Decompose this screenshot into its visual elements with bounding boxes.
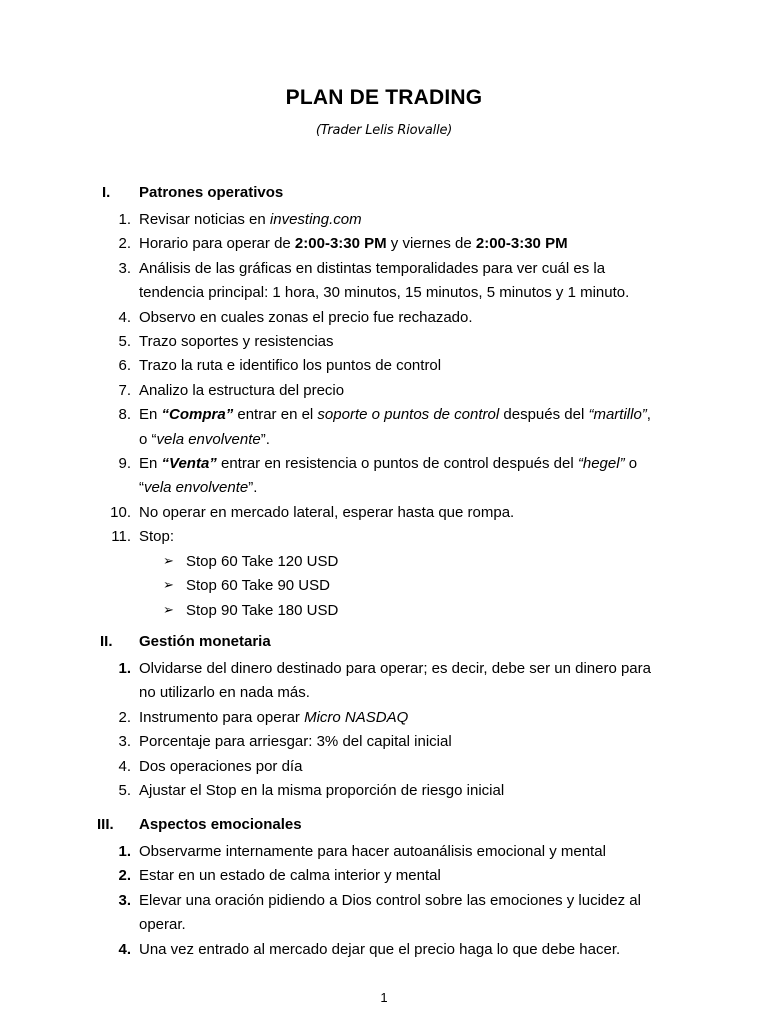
item-text: Trazo soportes y resistencias	[139, 333, 334, 351]
item-text: Elevar una oración pidiendo a Dios control sobre las emociones y lucidez al	[139, 891, 641, 909]
list-item	[0, 501, 768, 525]
list-item	[0, 730, 768, 754]
item-emphasis: “martillo”	[588, 406, 647, 424]
item-text: En	[139, 406, 162, 424]
item-text: Revisar noticias en	[139, 211, 270, 228]
list-item	[0, 864, 768, 888]
section-numeral: II.	[100, 633, 113, 650]
item-number: 4.	[118, 308, 131, 326]
item-text: Dos operaciones por día	[139, 757, 303, 775]
item-number: 5.	[118, 333, 131, 351]
list-item	[0, 755, 768, 779]
item-text: no utilizarlo en nada más.	[139, 684, 310, 702]
item-emphasis: 2:00-3:30 PM	[294, 235, 387, 253]
list-item	[0, 657, 768, 706]
item-text: Análisis de las gráficas en distintas temporalidades para ver cuál es la	[139, 259, 606, 277]
item-number: 2.	[118, 867, 131, 885]
stop-text: Stop 60 Take 90 USD	[186, 577, 330, 595]
section-numeral: III.	[97, 816, 114, 833]
item-text: después del	[499, 406, 589, 424]
item-text: o “	[139, 430, 157, 448]
item-number: 8.	[118, 406, 131, 424]
item-text: Trazo la ruta e identifico los puntos de control	[139, 357, 442, 375]
item-number: 3.	[118, 259, 131, 277]
list-item	[0, 779, 768, 803]
list-item	[0, 330, 768, 354]
item-number: 10.	[110, 503, 131, 521]
item-text: ”.	[248, 479, 258, 497]
item-number: 1.	[118, 660, 131, 677]
stop-item	[0, 574, 768, 598]
arrow-bullet-icon: ➢	[163, 578, 174, 594]
item-number: 4.	[118, 757, 131, 775]
item-emphasis: vela envolvente	[144, 479, 249, 497]
list-item	[0, 257, 768, 306]
stop-item	[0, 550, 768, 574]
section-title: Aspectos emocionales	[139, 816, 302, 833]
list-item	[0, 938, 768, 962]
item-text: Ajustar el Stop en la misma proporción de riesgo inicial	[139, 782, 505, 800]
item-text: ,	[646, 406, 651, 424]
item-text: o	[624, 455, 638, 473]
section-patrones-operativos	[0, 184, 768, 623]
item-emphasis: investing.com	[269, 211, 362, 228]
section-numeral: I.	[102, 184, 111, 201]
page-subtitle: (Trader Lelis Riovalle)	[315, 123, 453, 138]
section-heading	[0, 633, 768, 657]
list-item	[0, 379, 768, 403]
stop-text: Stop 60 Take 120 USD	[186, 552, 339, 570]
item-number: 2.	[118, 235, 131, 253]
item-number: 3.	[118, 733, 131, 751]
item-text: Stop:	[139, 528, 175, 546]
item-emphasis: soporte o puntos de control	[317, 406, 500, 424]
section-gestion-monetaria	[0, 633, 768, 803]
item-number: 3.	[118, 891, 131, 909]
page-number: 1	[380, 990, 388, 1005]
item-number: 1.	[118, 843, 131, 860]
stop-item	[0, 599, 768, 623]
section-title: Patrones operativos	[139, 184, 284, 201]
item-text: y viernes de	[386, 235, 476, 253]
item-emphasis: vela envolvente	[156, 430, 261, 448]
item-text: Instrumento para operar	[139, 708, 305, 726]
item-number: 5.	[118, 782, 131, 800]
item-text: entrar en el	[233, 406, 318, 424]
item-number: 1.	[118, 211, 131, 228]
list-item	[0, 306, 768, 330]
item-text: Porcentaje para arriesgar: 3% del capital inicial	[139, 733, 452, 751]
list-item	[0, 452, 768, 501]
item-text: No operar en mercado lateral, esperar hasta que rompa.	[139, 503, 515, 521]
item-text: Olvidarse del dinero destinado para operar; es decir, debe ser un dinero para	[139, 660, 651, 677]
item-text: Observo en cuales zonas el precio fue rechazado.	[139, 308, 473, 326]
item-emphasis: “hegel”	[577, 455, 625, 473]
item-number: 11.	[111, 528, 131, 546]
item-number: 2.	[118, 708, 131, 726]
item-number: 9.	[118, 455, 131, 473]
item-text: Estar en un estado de calma interior y mental	[139, 867, 441, 885]
item-text: En	[139, 455, 162, 473]
list-item	[0, 525, 768, 549]
list-item	[0, 840, 768, 864]
section-aspectos-emocionales	[0, 816, 768, 962]
item-emphasis: “Venta”	[161, 455, 217, 473]
item-emphasis: Micro NASDAQ	[304, 708, 409, 726]
section-title: Gestión monetaria	[139, 633, 271, 650]
list-item	[0, 232, 768, 256]
item-text: Horario para operar de	[139, 235, 295, 253]
page-title: PLAN DE TRADING	[285, 86, 483, 109]
section-heading	[0, 184, 768, 208]
list-item	[0, 706, 768, 730]
item-emphasis: 2:00-3:30 PM	[475, 235, 568, 253]
item-text: ”.	[260, 430, 270, 448]
item-number: 6.	[118, 357, 131, 375]
item-text: Analizo la estructura del precio	[139, 381, 345, 399]
item-text: Una vez entrado al mercado dejar que el precio haga lo que debe hacer.	[139, 940, 621, 958]
list-item	[0, 354, 768, 378]
item-text: “	[139, 479, 144, 497]
item-text: operar.	[139, 916, 186, 934]
stop-text: Stop 90 Take 180 USD	[186, 601, 339, 619]
item-text: tendencia principal: 1 hora, 30 minutos, 15 minutos, 5 minutos y 1 minuto.	[139, 284, 630, 302]
item-number: 7.	[118, 381, 131, 399]
section-heading	[0, 816, 768, 840]
item-text: entrar en resistencia o puntos de control después del	[216, 455, 578, 473]
arrow-bullet-icon: ➢	[163, 553, 174, 569]
item-text: Observarme internamente para hacer autoanálisis emocional y mental	[139, 843, 606, 860]
item-number: 4.	[118, 940, 131, 958]
list-item	[0, 403, 768, 452]
list-item	[0, 889, 768, 938]
arrow-bullet-icon: ➢	[163, 602, 174, 618]
list-item	[0, 208, 768, 232]
item-emphasis: “Compra”	[161, 406, 234, 424]
